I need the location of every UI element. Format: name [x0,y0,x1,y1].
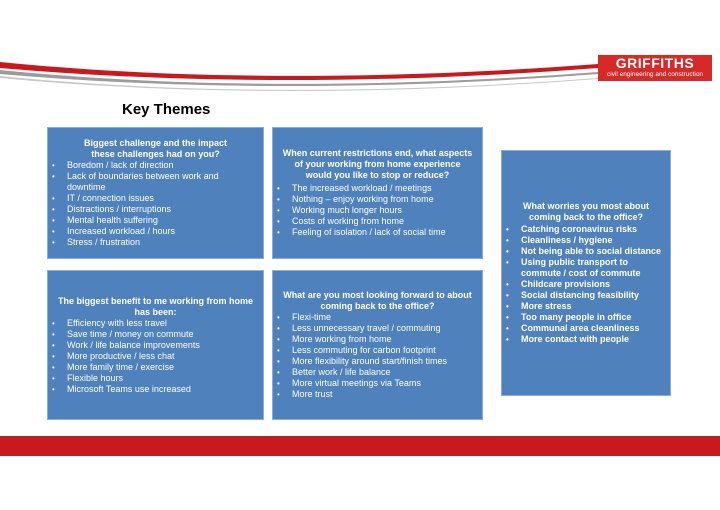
list-item: • Mental health suffering [48,215,223,226]
page-title: Key Themes [122,101,211,118]
logo-tagline: civil engineering and construction [606,71,704,78]
list-item: • More working from home [273,334,476,345]
list-item: • Childcare provisions [502,279,666,290]
challenge-heading: Biggest challenge and the impact these challenges had on you? [83,138,228,159]
list-item: • More family time / exercise [48,362,243,373]
list-item: • Distractions / interruptions [48,204,223,215]
stop-reduce-list [273,183,482,238]
list-item: • More virtual meetings via Teams [273,378,476,389]
logo-name: GRIFFITHS [615,55,695,71]
header-swoosh-decoration [0,0,720,100]
list-item: • Cleanliness / hygiene [502,235,666,246]
list-item: • Social distancing feasibility [502,290,666,301]
list-item: • More productive / less chat [48,351,243,362]
footer-bar [0,436,720,456]
stop-reduce-heading: When current restrictions end, what aspects of your working from home experience would you like to stop or reduce? [282,148,473,180]
challenge-list [48,160,263,248]
worries-heading: What worries you most about coming back to the office? [522,201,649,222]
benefit-list [48,318,263,395]
list-item: • More stress [502,301,666,312]
list-item: • Stress / frustration [48,237,223,248]
list-item: • Not being able to social distance [502,246,666,257]
list-item: • Using public transport to commute / cost of commute [502,257,666,279]
list-item: • Feeling of isolation / lack of social time [273,227,476,238]
list-item: • IT / connection issues [48,193,223,204]
benefit-heading: The biggest benefit to me working from home has been: [57,295,253,317]
list-item: • Catching coronavirus risks [502,224,666,235]
list-item: • Costs of working from home [273,216,476,227]
list-item: • Better work / life balance [273,367,476,378]
challenge-box [47,127,264,259]
list-item: • Flexible hours [48,373,243,384]
list-item: • Too many people in office [502,312,666,323]
list-item: • Efficiency with less travel [48,318,243,329]
stop-reduce-box [272,127,483,259]
griffiths-logo [598,55,712,81]
list-item: • Communal area cleanliness [502,323,666,334]
looking-forward-heading: What are you most looking forward to about coming back to the office? [283,290,472,311]
list-item: • Increased workload / hours [48,226,223,237]
list-item: • Nothing – enjoy working from home [273,194,476,205]
benefit-box [47,270,264,420]
list-item: • Less unnecessary travel / commuting [273,323,476,334]
list-item: • Work / life balance improvements [48,340,243,351]
list-item: • Less commuting for carbon footprint [273,345,476,356]
list-item: • More flexibility around start/finish times [273,356,476,367]
worries-box [501,150,671,396]
looking-forward-box [272,270,483,420]
list-item: • Lack of boundaries between work and downtime [48,171,223,193]
list-item: • Working much longer hours [273,205,476,216]
looking-forward-list [273,312,482,400]
list-item: • Boredom / lack of direction [48,160,223,171]
worries-list [502,224,670,345]
list-item: • More trust [273,389,476,400]
list-item: • Save time / money on commute [48,329,243,340]
list-item: • The increased workload / meetings [273,183,476,194]
list-item: • Microsoft Teams use increased [48,384,243,395]
list-item: • More contact with people [502,334,666,345]
list-item: • Flexi-time [273,312,476,323]
